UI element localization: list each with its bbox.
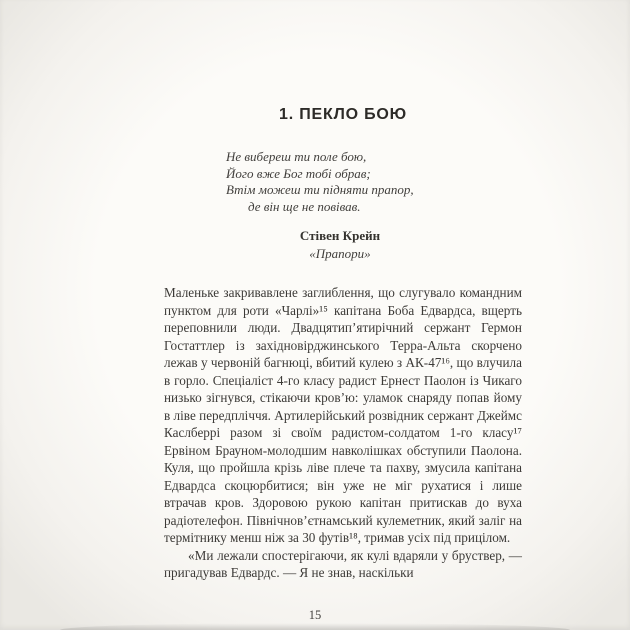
paragraph: «Ми лежали спостерігаючи, як кулі вдаряли у бруствер, — пригадував Едвардс. — Я не знав, наскільки: [164, 547, 522, 580]
epigraph-source: «Прапори»: [309, 245, 371, 261]
epigraph-author: Стівен Крейн: [299, 228, 381, 243]
epigraph-line: Не вибереш ти поле бою,: [226, 149, 367, 164]
epigraph-line: Його вже Бог тобі обрав;: [226, 165, 371, 181]
paragraph: Маленьке закривавлене заглиблення, що слугувало командним пунктом для роти «Чарлі»¹⁵ капітана Боба Едвардса, вщерть переповнили люди. Двадцятип’ятирічний сержант Гермон Гостаттлер із західновірджинського Терра-Альта скорчено лежав у червоній багнюці, вбитий кулею з АК-47¹⁶, що влучила в горло. Спеціаліст 4-го класу радист Ернест Паолон із Чикаго низько зігнувся, стікаючи кров’ю: уламок снаряду попав йому в ліве передпліччя. Артилерійський розвідник сержант Джеймс Каслберрі разом зі своїм радистом-солдатом 1-го класу¹⁷ Ервіном Брауном-молодшим навколішках обступили Паолона. Куля, що пройшла крізь ліве плече та пахву, змусила капітана Едвардса скоцюрбитися; він уже не міг рухатися і лише втрачав кров. Здоровою рукою капітан притискав до вуха радіотелефон. Північнов’єтнамський кулеметник, який заліг на термітнику менш ніж за 30 футів¹⁸, тримав усіх під прицілом.: [164, 285, 522, 545]
text-block: [164, 0, 522, 582]
epigraph: [226, 149, 454, 262]
epigraph-line: де він ще не повівав.: [248, 198, 361, 214]
chapter-title: 1. ПЕКЛО БОЮ: [279, 106, 407, 123]
page-number: 15: [308, 608, 322, 622]
epigraph-line: Втім можеш ти підняти прапор,: [226, 182, 414, 197]
